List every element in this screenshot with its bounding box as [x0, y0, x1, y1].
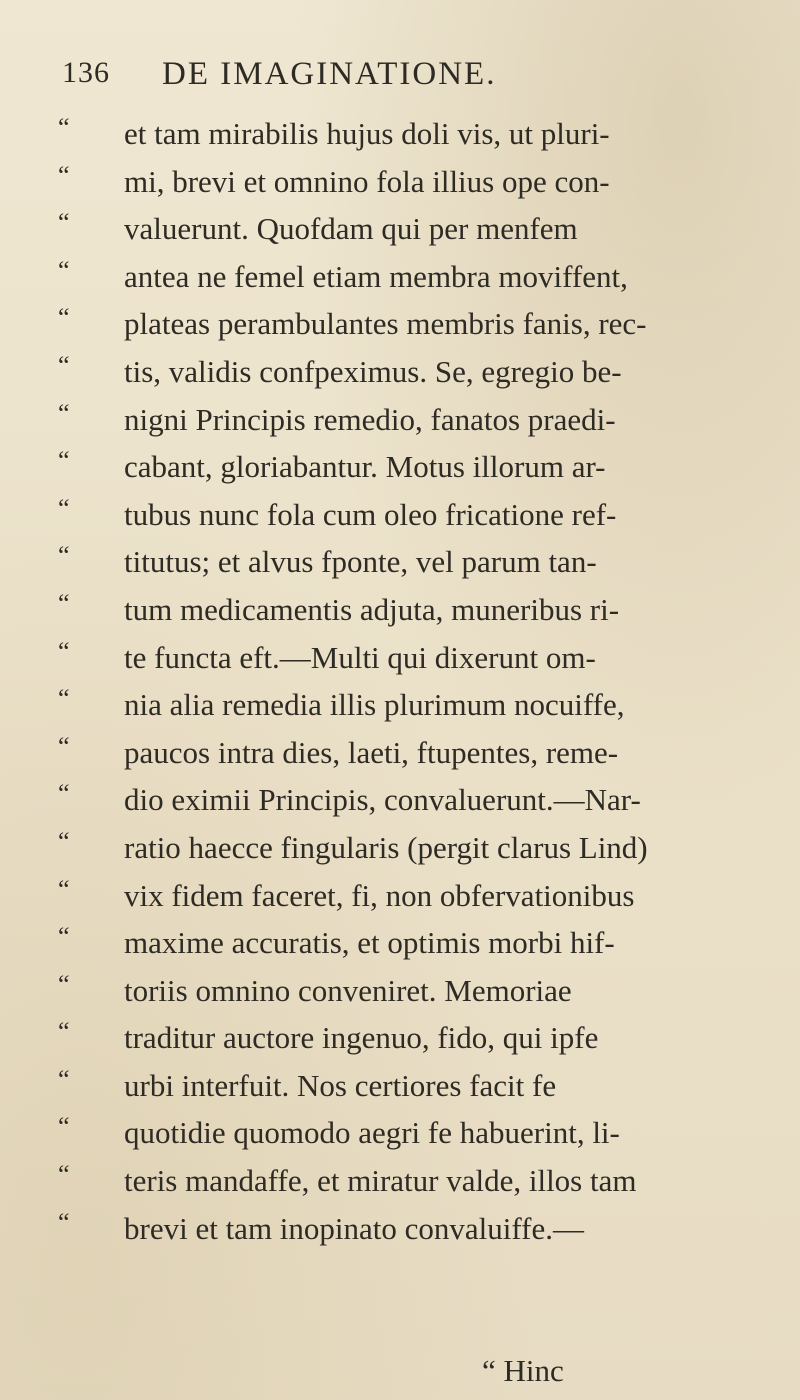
line-text: vix fidem faceret, fi, non obfervationibus — [124, 877, 635, 913]
text-line — [58, 872, 748, 920]
quotation-mark: “ — [58, 826, 70, 856]
catchword: “ Hinc — [482, 1353, 564, 1388]
line-text: plateas perambulantes membris fanis, rec- — [124, 306, 647, 342]
quotation-mark: “ — [58, 1207, 70, 1237]
line-text: brevi et tam inopinato convaluiffe.— — [124, 1210, 584, 1246]
quotation-mark: “ — [58, 113, 70, 142]
line-text: nia alia remedia illis plurimum nocuiffe, — [124, 687, 625, 723]
line-text: tis, validis confpeximus. Se, egregio be- — [124, 353, 622, 389]
text-line — [58, 205, 748, 253]
line-text: te functa eft.—Multi qui dixerunt om- — [124, 639, 596, 675]
quotation-mark: “ — [58, 303, 70, 333]
quotation-mark: “ — [58, 208, 70, 238]
text-line — [58, 967, 748, 1015]
line-text: antea ne femel etiam membra moviffent, — [124, 258, 628, 294]
text-line — [58, 1205, 748, 1253]
line-text: traditur auctore ingenuo, fido, qui ipfe — [124, 1020, 599, 1056]
text-line — [58, 729, 748, 777]
quotation-mark: “ — [58, 493, 70, 523]
line-text: et tam mirabilis hujus doli vis, ut pluri- — [124, 116, 610, 151]
quotation-mark: “ — [58, 1112, 70, 1142]
body-text — [58, 110, 748, 1252]
line-text: cabant, gloriabantur. Motus illorum ar- — [124, 449, 606, 485]
quotation-mark: “ — [58, 731, 70, 761]
quotation-mark: “ — [58, 684, 70, 714]
text-line — [58, 538, 748, 586]
line-text: valuerunt. Quofdam qui per menfem — [124, 211, 578, 247]
text-line — [58, 824, 748, 872]
quotation-mark: “ — [58, 874, 70, 904]
line-text: tum medicamentis adjuta, muneribus ri- — [124, 591, 620, 627]
text-line — [58, 253, 748, 301]
quotation-mark: “ — [58, 446, 70, 476]
line-text: teris mandaffe, et miratur valde, illos tam — [124, 1163, 637, 1199]
quotation-mark: “ — [58, 1160, 70, 1190]
line-text: tubus nunc fola cum oleo fricatione ref- — [124, 496, 617, 532]
text-line — [58, 586, 748, 634]
text-line — [58, 300, 748, 348]
text-line — [58, 491, 748, 539]
text-line — [58, 348, 748, 396]
text-line — [58, 1109, 748, 1157]
quotation-mark: “ — [58, 255, 70, 285]
text-line — [58, 443, 748, 491]
quotation-mark: “ — [58, 1017, 70, 1047]
text-line — [58, 110, 748, 158]
line-text: urbi interfuit. Nos certiores facit fe — [124, 1067, 557, 1103]
quotation-mark: “ — [58, 350, 70, 380]
text-line — [58, 1062, 748, 1110]
line-text: nigni Principis remedio, fanatos praedi- — [124, 401, 616, 437]
text-line — [58, 634, 748, 682]
line-text: toriis omnino conveniret. Memoriae — [124, 972, 572, 1008]
line-text: paucos intra dies, laeti, ftupentes, reme- — [124, 734, 619, 770]
line-text: mi, brevi et omnino fola illius ope con- — [124, 163, 610, 199]
text-line — [58, 681, 748, 729]
quotation-mark: “ — [58, 398, 70, 428]
quotation-mark: “ — [58, 636, 70, 666]
line-text: quotidie quomodo aegri fe habuerint, li- — [124, 1115, 620, 1151]
text-line — [58, 158, 748, 206]
quotation-mark: “ — [58, 922, 70, 952]
page-header — [62, 56, 762, 100]
quotation-mark: “ — [58, 588, 70, 618]
quotation-mark: “ — [58, 969, 70, 999]
quotation-mark: “ — [58, 1064, 70, 1094]
quotation-mark: “ — [58, 541, 70, 571]
quotation-mark: “ — [58, 779, 70, 809]
quotation-mark: “ — [58, 160, 70, 190]
line-text: dio eximii Principis, convaluerunt.—Nar- — [124, 782, 641, 818]
line-text: maxime accuratis, et optimis morbi hif- — [124, 925, 615, 961]
text-line — [58, 1157, 748, 1205]
running-head: DE IMAGINATIONE. — [162, 56, 497, 92]
text-line — [58, 919, 748, 967]
page-number: 136 — [62, 56, 110, 89]
line-text: titutus; et alvus fponte, vel parum tan- — [124, 544, 597, 580]
text-line — [58, 396, 748, 444]
line-text: ratio haecce fingularis (pergit clarus Lind) — [124, 829, 648, 865]
text-line — [58, 776, 748, 824]
text-line — [58, 1014, 748, 1062]
